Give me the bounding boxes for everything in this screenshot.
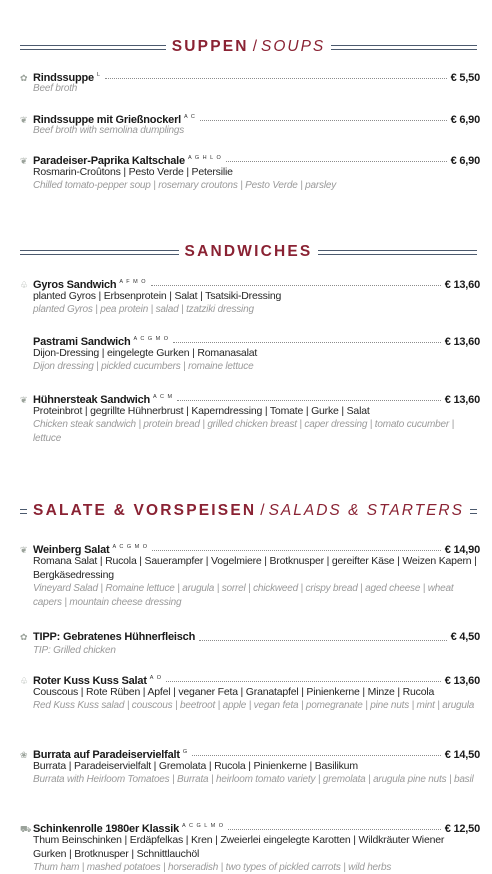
- header-rule-left: [20, 509, 27, 514]
- item-desc-de: Dijon-Dressing | eingelegte Gurken | Romanasalat: [33, 347, 258, 359]
- dot-leader: [151, 285, 441, 286]
- item-name: Rindssuppe $^L$: [33, 72, 102, 84]
- dot-leader: [177, 400, 441, 401]
- allergen-codes: G: [182, 749, 189, 755]
- item-price: € 14,90: [444, 544, 480, 556]
- item-desc-en: Chicken steak sandwich | protein bread | grilled chicken breast | caper dressing | tomato cucumber | lettuce: [33, 419, 454, 444]
- allergen-codes: A F M O: [119, 279, 147, 285]
- item-desc-en: Beef broth: [33, 83, 78, 94]
- vegan-icon: ♧: [20, 280, 29, 290]
- menu-item-pastrami-sandwich: [20, 332, 480, 374]
- leaf-icon: ❦: [20, 395, 28, 405]
- dot-leader: [173, 342, 441, 343]
- item-desc-en: planted Gyros | pea protein | salad | tzatziki dressing: [33, 304, 254, 315]
- item-desc-de: Proteinbrot | gegrillte Hühnerbrust | Kaperndressing | Tomate | Gurke | Salat: [33, 405, 370, 417]
- section-title: SALATE & VORSPEISEN / SALADS & STARTERS: [33, 502, 464, 519]
- dot-leader: [199, 640, 447, 641]
- item-desc-en: Vineyard Salad | Romaine lettuce | arugula | sorrel | chickweed | crispy bread | aged cheese | wheat capers | mountain cheese dressing: [33, 583, 454, 608]
- item-desc-en: Thum ham | mashed potatoes | horseradish | two types of pickled carrots | wild herbs: [33, 862, 392, 873]
- item-desc-en: TIP: Grilled chicken: [33, 645, 116, 656]
- menu-item-burrata: [20, 745, 480, 787]
- item-price: € 6,90: [450, 155, 480, 167]
- item-price: € 4,50: [450, 631, 480, 643]
- menu-item-rindssuppe-griessnockerl: [20, 110, 480, 138]
- allergen-codes: A O: [149, 675, 162, 681]
- header-rule-left: [20, 45, 166, 50]
- item-name: Schinkenrolle 1980er Klassik $^{A C G L M O}$: [33, 823, 225, 835]
- menu-item-schinkenrolle: [20, 819, 480, 874]
- item-desc-en: Chilled tomato-pepper soup | rosemary croutons | Pesto Verde | parsley: [33, 180, 337, 191]
- menu-item-tipp-huehnerfleisch: [20, 630, 480, 658]
- menu-item-gyros-sandwich: [20, 275, 480, 317]
- dot-leader: [105, 78, 447, 79]
- item-name: Gyros Sandwich $^{A F M O}$: [33, 279, 147, 291]
- item-name: Hühnersteak Sandwich $^{A C M}$: [33, 394, 174, 406]
- allergen-codes: A C G L M O: [182, 823, 225, 829]
- vegan-icon: ♧: [20, 676, 29, 686]
- menu-item-huehnersteak-sandwich: [20, 390, 480, 446]
- item-name: Paradeiser-Paprika Kaltschale $^{A G H L O}$: [33, 155, 222, 167]
- dot-leader: [228, 829, 441, 830]
- item-desc-de: Thum Beinschinken | Erdäpfelkas | Kren | Zweierlei eingelegte Karotten | Wildkräuter Wiener Gurken | Brotknusper | Schnittlauchöl: [33, 834, 445, 860]
- section-header-soups: [20, 38, 477, 56]
- header-rule-left: [20, 250, 179, 255]
- allergen-codes: A C: [184, 114, 196, 120]
- item-name: TIPP: Gebratenes Hühnerfleisch: [33, 631, 196, 643]
- allergen-codes: A C G M O: [112, 544, 149, 550]
- allergen-codes: A G H L O: [187, 155, 222, 161]
- item-name: Pastrami Sandwich $^{A C G M O}$: [33, 336, 170, 348]
- menu-item-weinberg-salat: [20, 540, 480, 610]
- section-title: SANDWICHES: [184, 243, 313, 260]
- item-desc-de: Romana Salat | Rucola | Sauerampfer | Vogelmiere | Brotknusper | gereifter Käse | Weizen Kapern | Bergkäsedressing: [33, 555, 477, 581]
- item-price: € 13,60: [444, 336, 480, 348]
- section-header-salads: [20, 502, 477, 520]
- item-desc-de: Burrata | Paradeiservielfalt | Gremolata | Rucola | Pinienkerne | Basilikum: [33, 760, 358, 772]
- dot-leader: [152, 550, 441, 551]
- wheat-leaf-icon: ✿: [20, 73, 28, 83]
- section-title: SUPPEN / SOUPS: [171, 38, 326, 55]
- header-rule-right: [331, 45, 477, 50]
- item-desc-de: Couscous | Rote Rüben | Apfel | veganer Feta | Granatapfel | Pinienkerne | Minze | Rucola: [33, 686, 435, 698]
- dot-leader: [200, 120, 447, 121]
- dot-leader: [166, 681, 441, 682]
- leaf-icon: ❦: [20, 545, 28, 555]
- allergen-codes: A C G M O: [133, 336, 170, 342]
- leaf-icon: ❦: [20, 156, 28, 166]
- item-name: Burrata auf Paradeiservielfalt $^G$: [33, 749, 189, 761]
- allergen-codes: A C M: [153, 394, 174, 400]
- item-price: € 6,90: [450, 114, 480, 126]
- item-desc-en: Burrata with Heirloom Tomatoes | Burrata | heirloom tomato variety | gremolata | arugula pine nuts | basil: [33, 774, 474, 785]
- item-desc-en: Beef broth with semolina dumplings: [33, 125, 185, 136]
- dot-leader: [226, 161, 447, 162]
- herb-icon: ❀: [20, 750, 28, 760]
- item-price: € 13,60: [444, 394, 480, 406]
- leaf-icon: ❦: [20, 115, 28, 125]
- wheat-leaf-icon: ✿: [20, 632, 28, 642]
- item-desc-en: Dijon dressing | pickled cucumbers | romaine lettuce: [33, 361, 254, 372]
- menu-item-paradeiser-kaltschale: [20, 151, 480, 193]
- item-desc-de: planted Gyros | Erbsenprotein | Salat | Tsatsiki-Dressing: [33, 290, 282, 302]
- menu-item-roter-kuss-kuss-salat: [20, 671, 480, 713]
- dot-leader: [192, 755, 441, 756]
- header-rule-right: [318, 250, 477, 255]
- item-price: € 13,60: [444, 675, 480, 687]
- item-price: € 14,50: [444, 749, 480, 761]
- menu-item-rindssuppe: [20, 68, 480, 96]
- item-name: Roter Kuss Kuss Salat $^{A O}$: [33, 675, 162, 687]
- allergen-codes: L: [96, 72, 102, 78]
- item-price: € 13,60: [444, 279, 480, 291]
- item-price: € 5,50: [450, 72, 480, 84]
- item-desc-en: Red Kuss Kuss salad | couscous | beetroot | apple | vegan feta | pomegranate | pine nuts | mint | arugula: [33, 700, 475, 711]
- item-desc-de: Rosmarin-Croûtons | Pesto Verde | Petersilie: [33, 166, 233, 178]
- item-name: Rindssuppe mit Grießnockerl $^{A C}$: [33, 114, 196, 126]
- item-name: Weinberg Salat $^{A C G M O}$: [33, 544, 149, 556]
- cart-icon: ⛟: [20, 824, 32, 834]
- section-header-sandwiches: [20, 243, 477, 261]
- header-rule-right: [470, 509, 477, 514]
- item-price: € 12,50: [444, 823, 480, 835]
